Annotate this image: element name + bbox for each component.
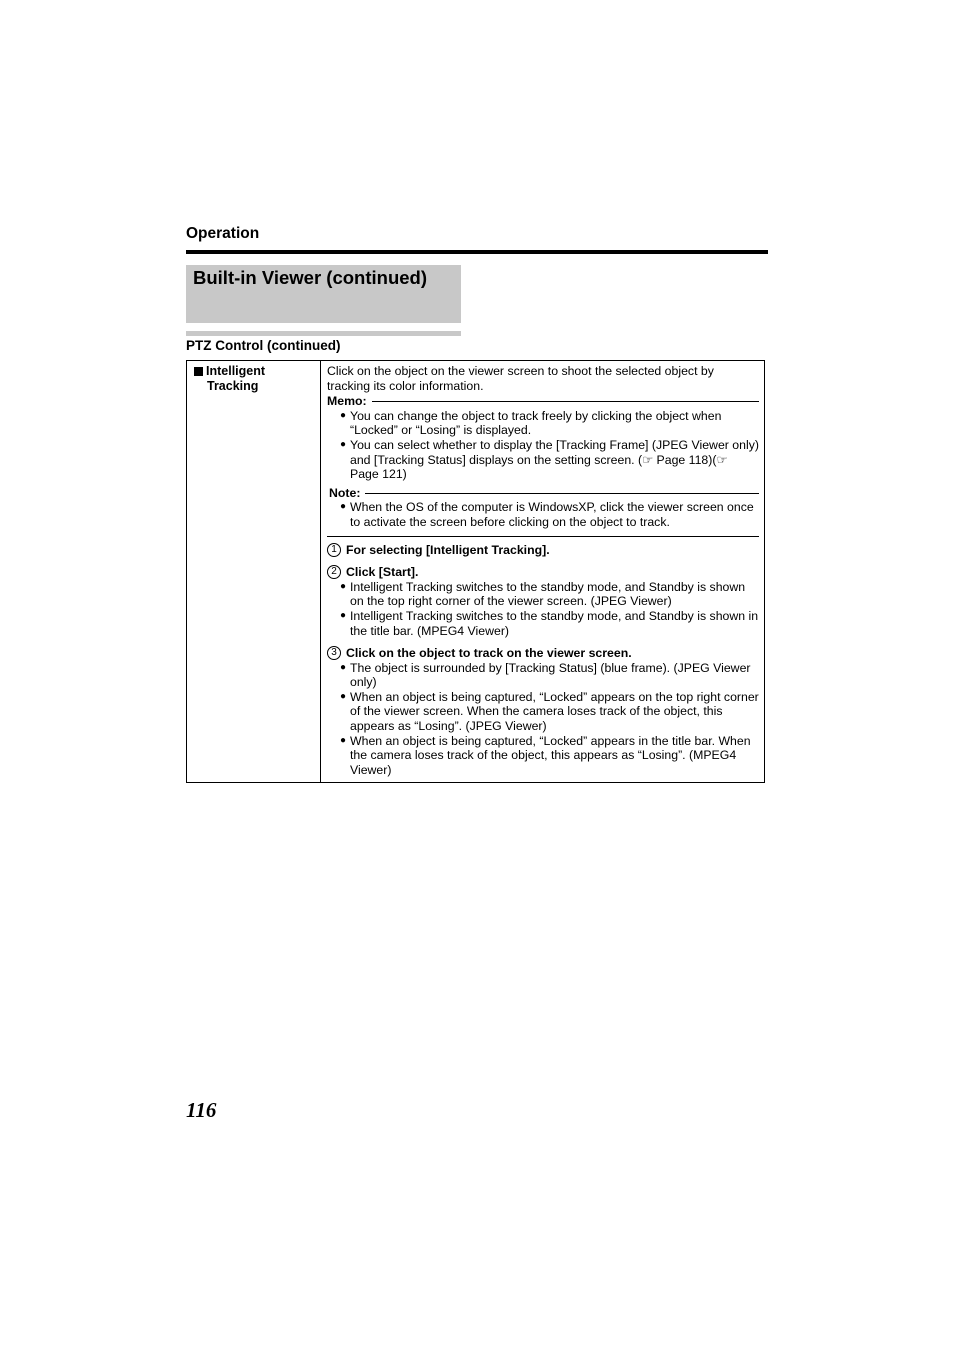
bullet-icon: ● xyxy=(340,409,347,421)
bullet-icon: ● xyxy=(340,734,347,746)
step-bullet: ● The object is surrounded by [Tracking Status] (blue frame). (JPEG Viewer only) xyxy=(340,660,751,690)
section-label: Operation xyxy=(186,225,260,242)
note-heading xyxy=(327,486,759,501)
square-bullet-icon xyxy=(194,367,203,376)
intro-text: Click on the object on the viewer screen to shoot the selected object by tracking its color information. xyxy=(327,364,714,393)
circled-number-icon: 1 xyxy=(327,543,341,557)
page-number: 116 xyxy=(186,1098,217,1122)
bullet-icon: ● xyxy=(340,580,347,592)
step-bullet: ● When an object is being captured, “Locked” appears in the title bar. When the camera loses track of the object, this appears as “Losing”. (MPEG4 Viewer) xyxy=(340,733,751,777)
memo-item: ● You can change the object to track freely by clicking the object when “Locked” or “Losing” is displayed. xyxy=(340,408,722,438)
step-bullet: ● Intelligent Tracking switches to the standby mode, and Standby is shown on the top right corner of the viewer screen. (JPEG Viewer) xyxy=(340,579,746,609)
bullet-icon: ● xyxy=(340,609,347,621)
row-label-line1: Intelligent xyxy=(206,364,266,378)
row-content xyxy=(327,364,759,777)
step-bullet: ● Intelligent Tracking switches to the standby mode, and Standby is shown in the title bar. (MPEG4 Viewer) xyxy=(340,608,759,638)
feature-table xyxy=(186,360,765,783)
note-label: Note: xyxy=(329,485,361,500)
title-banner xyxy=(186,265,461,323)
row-label-line2: Tracking xyxy=(207,379,259,393)
bullet-icon: ● xyxy=(340,438,347,450)
note-item: ● When the OS of the computer is WindowsXP, click the viewer screen once to activate the screen before clicking on the object to track. xyxy=(340,500,754,529)
memo-rule xyxy=(372,401,759,402)
step-title: Click [Start]. xyxy=(346,565,419,580)
step-1 xyxy=(327,543,759,558)
memo-label: Memo: xyxy=(327,394,367,409)
step-3 xyxy=(327,646,759,661)
note-rule xyxy=(365,493,759,494)
note-end-rule xyxy=(327,536,759,537)
circled-number-icon: 3 xyxy=(327,646,341,660)
header-rule xyxy=(186,250,768,254)
column-divider xyxy=(320,361,321,782)
page-title: Built-in Viewer (continued) xyxy=(193,267,427,288)
step-title: Click on the object to track on the viewer screen. xyxy=(346,646,632,661)
memo-heading xyxy=(327,394,759,409)
circled-number-icon: 2 xyxy=(327,565,341,579)
row-header xyxy=(194,364,265,394)
bullet-icon: ● xyxy=(340,690,347,702)
step-bullet: ● When an object is being captured, “Locked” appears on the top right corner of the viewer screen. When the camera loses track of the object, this appears as “Losing”. (JPEG Viewer) xyxy=(340,689,759,734)
bullet-icon: ● xyxy=(340,661,347,673)
subheading: PTZ Control (continued) xyxy=(186,338,341,353)
step-title: For selecting [Intelligent Tracking]. xyxy=(346,542,550,557)
memo-item: ● You can select whether to display the [Tracking Frame] (JPEG Viewer only) and [Tracking Status] displays on the setting screen. (☞ Page 118)(☞ Page 121) xyxy=(340,437,759,482)
step-2 xyxy=(327,565,759,580)
bullet-icon: ● xyxy=(340,501,347,513)
title-underbar xyxy=(186,331,461,336)
